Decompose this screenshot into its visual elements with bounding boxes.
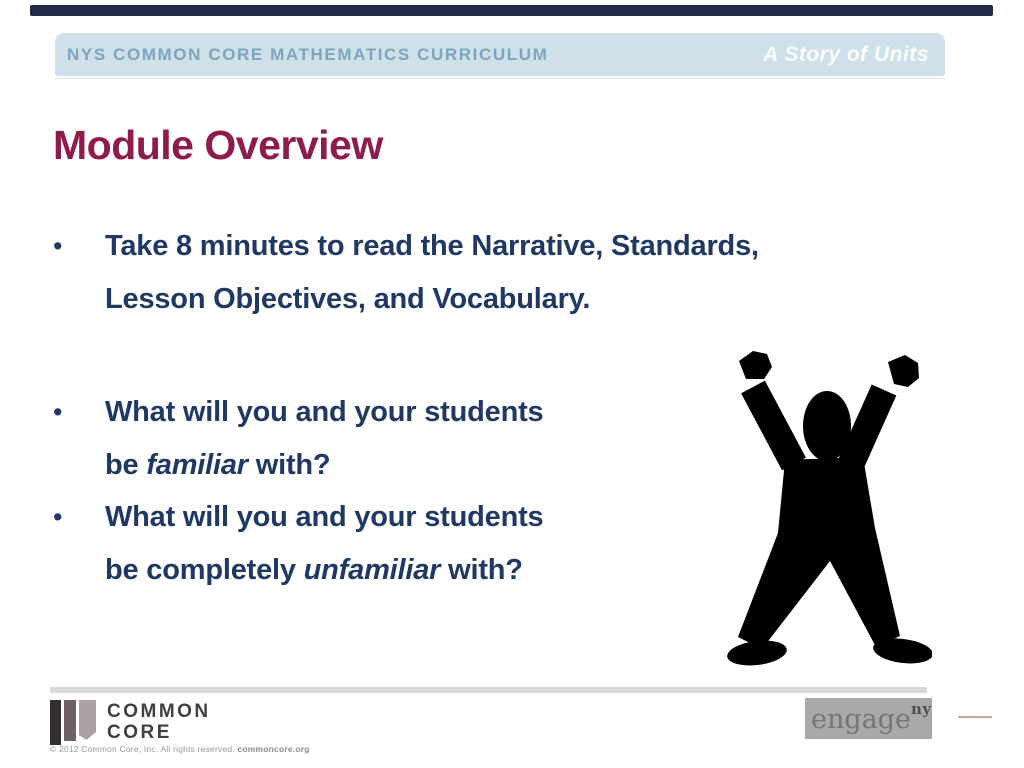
logo-bar [50, 700, 61, 745]
engageny-superscript: ny [911, 700, 932, 718]
engageny-logo [805, 698, 932, 739]
bullet-item [53, 220, 933, 326]
common-core-logo-bars [50, 700, 98, 745]
common-core-logo-line2: CORE [107, 722, 172, 743]
common-core-logo [50, 700, 211, 745]
header-curriculum-label: NYS COMMON CORE MATHEMATICS CURRICULUM [67, 44, 549, 64]
engageny-text: engage [811, 704, 912, 735]
logo-bar [64, 700, 76, 741]
slide-title: Module Overview [53, 122, 383, 168]
bullet-dot: • [53, 231, 63, 261]
header-bar [55, 33, 945, 76]
copyright-text [50, 744, 310, 754]
top-accent-bar [30, 5, 993, 16]
copyright-statement: © 2012 Common Core, Inc. All rights reserved. [50, 744, 238, 754]
bullet-text: Take 8 minutes to read the Narrative, Standards, Lesson Objectives, and Vocabulary. [105, 230, 759, 315]
bullet-text: What will you and your students be familiar with? [105, 396, 544, 481]
accent-line [958, 716, 992, 718]
cheering-person-icon [712, 343, 932, 668]
footer-divider [50, 687, 927, 693]
bullet-dot: • [53, 397, 63, 427]
header-underline [55, 78, 945, 79]
bullet-text: What will you and your students be completely unfamiliar with? [105, 501, 544, 586]
header-series-label: A Story of Units [763, 42, 929, 66]
bullet-dot: • [53, 502, 63, 532]
common-core-logo-text [107, 700, 211, 745]
logo-bar [79, 700, 96, 740]
common-core-logo-line1: COMMON [107, 701, 211, 722]
copyright-link: commoncore.org [237, 744, 310, 754]
